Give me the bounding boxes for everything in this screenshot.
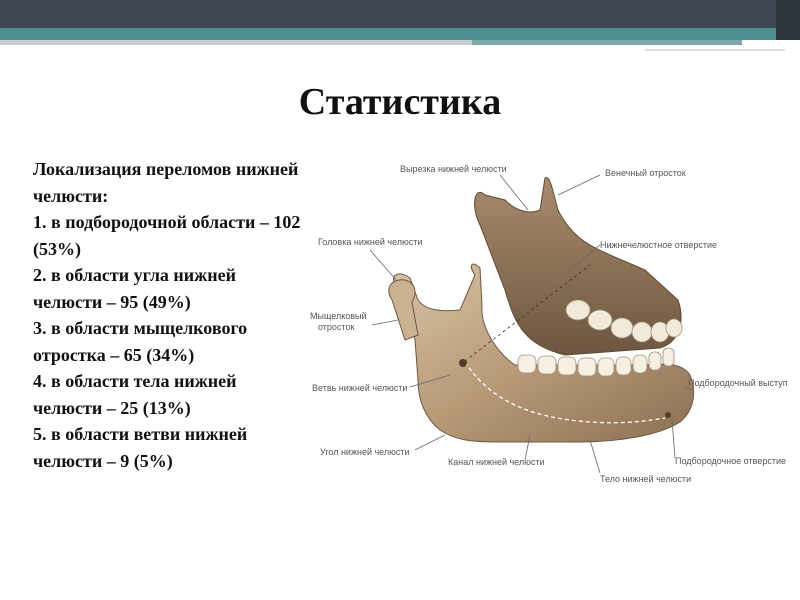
statistics-item: 1. в подбородочной области – 102 (53%) xyxy=(33,212,301,259)
statistics-item: 2. в области угла нижней челюсти – 95 (49%) xyxy=(33,265,236,312)
mandibular-foramen-mark xyxy=(459,359,467,367)
statistics-item: 4. в области тела нижней челюсти – 25 (13%) xyxy=(33,371,237,418)
statistics-heading: Локализация переломов нижней челюсти: xyxy=(33,159,299,206)
label-mandibular-foramen: Нижнечелюстное отверстие xyxy=(600,240,717,250)
label-mandibular-notch: Вырезка нижней челюсти xyxy=(400,164,507,174)
label-condyle-head: Головка нижней челюсти xyxy=(318,237,423,247)
label-canal: Канал нижней челюсти xyxy=(448,457,545,467)
mandible-illustration xyxy=(300,150,800,500)
header-stripe xyxy=(0,28,800,40)
label-ramus: Ветвь нижней челюсти xyxy=(312,383,408,393)
statistics-text xyxy=(33,156,303,474)
mandible-diagram xyxy=(300,150,800,500)
condylar-process xyxy=(389,280,418,340)
label-angle: Угол нижней челюсти xyxy=(320,447,410,457)
label-body: Тело нижней челюсти xyxy=(600,474,692,484)
statistics-item: 5. в области ветви нижней челюсти – 9 (5%) xyxy=(33,424,248,471)
label-mental-foramen: Подбородочное отверстие xyxy=(675,456,787,466)
header-stripe-light xyxy=(645,49,785,51)
header-bar xyxy=(0,0,800,28)
label-mental-protuberance: Подбородочный выступ xyxy=(688,378,788,388)
header-stripe-gray xyxy=(0,40,472,45)
statistics-item: 3. в области мыщелкового отростка – 65 (34%) xyxy=(33,318,248,365)
header-stripe-teal xyxy=(472,40,742,45)
mental-foramen-mark xyxy=(665,412,671,418)
label-coronoid-process: Венечный отросток xyxy=(605,168,686,178)
label-condylar-process-2: отросток xyxy=(318,322,355,332)
slide-title: Статистика xyxy=(298,81,502,123)
header-corner xyxy=(776,0,800,40)
label-condylar-process-1: Мыщелковый xyxy=(310,311,367,321)
